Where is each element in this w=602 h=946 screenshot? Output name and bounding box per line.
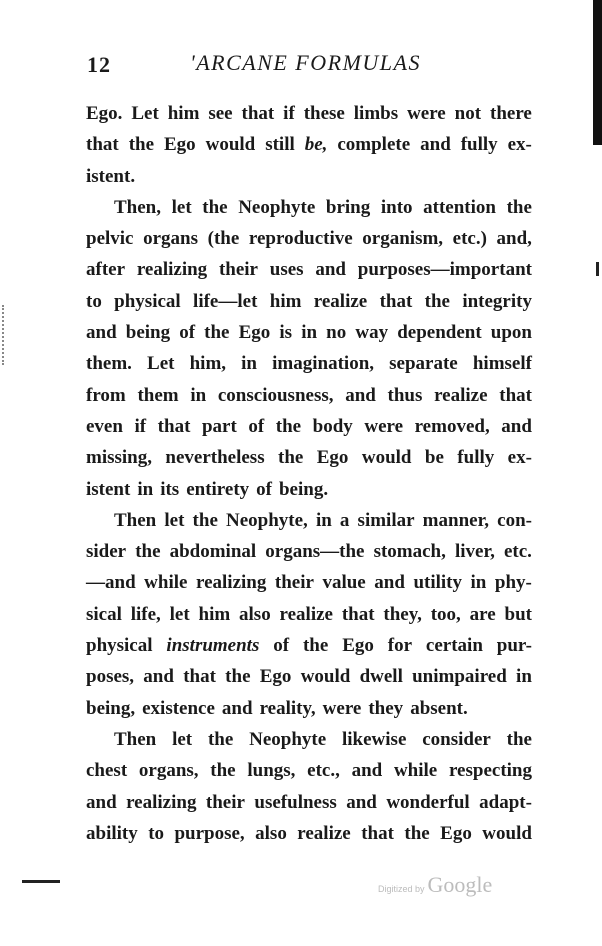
word: him <box>269 290 302 312</box>
word: were <box>364 415 404 437</box>
text-line <box>86 630 532 661</box>
word: that <box>361 822 394 844</box>
word: realize <box>434 384 488 406</box>
word: that <box>241 103 275 124</box>
text-line <box>86 380 532 411</box>
text-line <box>86 223 532 254</box>
word: Then <box>114 728 157 750</box>
word: the <box>275 415 302 437</box>
word: the <box>225 666 251 688</box>
word: likewise <box>342 728 407 750</box>
word: himself <box>472 353 532 375</box>
word: Ego <box>238 322 271 344</box>
text-line <box>86 129 532 160</box>
word: sical <box>86 603 122 625</box>
word: realize <box>279 603 333 625</box>
word: Neophyte <box>249 728 327 750</box>
word: usefulness <box>254 791 337 813</box>
word: let <box>164 509 185 531</box>
word: while <box>144 572 188 594</box>
running-title: 'ARCANE FORMULAS <box>190 50 421 75</box>
word: while <box>393 760 438 782</box>
word: organism, <box>362 228 444 250</box>
word: Ego <box>342 635 374 657</box>
word: nevertheless <box>165 447 265 469</box>
word: and <box>315 259 346 281</box>
word: removed, <box>414 415 490 437</box>
word: purposes—important <box>357 259 532 281</box>
word: entirety <box>186 478 250 500</box>
word: con- <box>497 509 532 531</box>
word: way <box>355 322 389 344</box>
word: the <box>210 760 236 782</box>
word: upon <box>490 322 532 344</box>
word: the <box>404 822 430 844</box>
word: limbs <box>353 103 399 124</box>
word: see <box>208 103 233 124</box>
word: let <box>169 603 190 625</box>
word: if <box>134 415 147 437</box>
word: similar <box>357 509 415 531</box>
word: utility <box>413 572 462 594</box>
word: even <box>86 415 123 437</box>
word: realize <box>297 822 351 844</box>
word: pelvic <box>86 228 134 250</box>
word: after <box>86 259 126 281</box>
word: the <box>506 728 532 750</box>
word: ex- <box>507 447 532 469</box>
word: purpose, <box>174 822 245 844</box>
word: stomach, <box>373 541 446 563</box>
word: (the <box>207 228 240 250</box>
word: were <box>322 697 362 719</box>
word: and <box>501 415 532 437</box>
word: them <box>137 384 179 406</box>
word: the <box>302 635 329 657</box>
word: the <box>135 541 161 563</box>
text-line <box>86 348 532 379</box>
word: lungs, <box>247 760 296 782</box>
word: organs <box>143 228 199 250</box>
scan-mark-footer <box>22 880 60 883</box>
text-line <box>86 599 532 630</box>
word: missing, <box>86 447 152 469</box>
word: imagination, <box>272 353 375 375</box>
word: dependent <box>397 322 482 344</box>
word: and <box>374 572 405 594</box>
word: unimpaired <box>412 666 507 688</box>
word: uses <box>269 259 304 281</box>
word: Ego. <box>86 103 123 124</box>
word: a <box>339 509 350 531</box>
word: being. <box>278 478 329 500</box>
word: him <box>198 603 231 625</box>
word: from <box>86 384 126 406</box>
word: too, <box>430 603 461 625</box>
word: adapt- <box>479 791 532 813</box>
google-watermark <box>378 872 492 898</box>
word: reality, <box>259 697 316 719</box>
word: in <box>301 322 318 344</box>
word: Let <box>131 103 159 124</box>
body-text <box>86 98 532 849</box>
word: to <box>148 822 165 844</box>
word: that <box>86 134 119 156</box>
word: of <box>273 635 290 657</box>
word: also <box>239 603 271 625</box>
page-number: 12 <box>87 52 111 77</box>
word: chest <box>86 760 128 782</box>
text-line <box>86 818 532 849</box>
word: into <box>380 196 413 218</box>
word: complete <box>337 134 411 156</box>
word: Neophyte, <box>226 509 308 531</box>
word: the <box>424 290 450 312</box>
watermark-google-label: Google <box>427 872 493 897</box>
word: of <box>256 478 272 500</box>
word: that <box>341 603 375 625</box>
word: poses, <box>86 666 135 688</box>
text-line <box>86 567 532 598</box>
word: certain <box>425 635 483 657</box>
word: ex- <box>507 134 532 156</box>
word: value <box>322 572 366 594</box>
word: sider <box>86 541 127 563</box>
text-line <box>86 317 532 348</box>
word: these <box>303 103 345 124</box>
word: thus <box>387 384 423 406</box>
text-line <box>86 536 532 567</box>
word: Then, <box>114 196 161 218</box>
word: for <box>387 635 413 657</box>
word: Ego <box>316 447 349 469</box>
word: ability <box>86 822 138 844</box>
word: fully <box>460 134 498 156</box>
word: not <box>454 103 482 124</box>
word: him, <box>189 353 227 375</box>
text-line <box>86 254 532 285</box>
text-line <box>86 787 532 818</box>
word: Then <box>114 509 157 531</box>
word: etc.) <box>452 228 487 250</box>
word: but <box>504 603 532 625</box>
word: realizing <box>136 259 208 281</box>
word: liver, <box>454 541 495 563</box>
text-line <box>86 192 532 223</box>
word: etc., <box>307 760 340 782</box>
text-line <box>86 724 532 755</box>
italic-word: be, <box>304 134 328 156</box>
word: organs, <box>138 760 199 782</box>
word: would <box>205 134 256 156</box>
text-line <box>86 661 532 692</box>
word: respecting <box>448 760 532 782</box>
word: that <box>499 384 532 406</box>
italic-word: instruments <box>166 635 260 657</box>
word: Neophyte <box>238 196 316 218</box>
word: absent. <box>410 697 468 719</box>
word: dwell <box>359 666 403 688</box>
text-line <box>86 693 532 724</box>
word: pur- <box>496 635 532 657</box>
word: Let <box>147 353 175 375</box>
text-line <box>86 474 532 505</box>
word: reproductive <box>248 228 353 250</box>
word: phy- <box>494 572 532 594</box>
word: Ego <box>440 822 472 844</box>
word: of <box>179 322 196 344</box>
word: physical <box>86 635 153 657</box>
word: also <box>255 822 287 844</box>
word: that <box>379 290 413 312</box>
word: istent. <box>86 165 136 187</box>
word: and <box>420 134 451 156</box>
word: its <box>160 478 180 500</box>
word: their <box>205 791 245 813</box>
word: bring <box>325 196 371 218</box>
word: and <box>221 697 253 719</box>
text-line <box>86 286 532 317</box>
word: being, <box>86 697 136 719</box>
word: in <box>516 666 532 688</box>
word: the <box>278 447 304 469</box>
scan-artifact <box>2 305 6 365</box>
word: they, <box>383 603 422 625</box>
word: attention <box>423 196 496 218</box>
word: would <box>482 822 532 844</box>
word: of <box>248 415 265 437</box>
word: him <box>167 103 200 124</box>
word: to <box>86 290 102 312</box>
scan-mark <box>596 262 599 276</box>
word: and <box>351 760 383 782</box>
text-line <box>86 411 532 442</box>
watermark-digitized-label: Digitized by <box>378 884 425 894</box>
word: life, <box>130 603 161 625</box>
word: —and <box>86 572 136 594</box>
word: that <box>183 666 216 688</box>
word: and <box>86 322 117 344</box>
word: their <box>274 572 314 594</box>
word: existence <box>142 697 215 719</box>
word: etc. <box>503 541 532 563</box>
word: would <box>361 447 412 469</box>
word: manner, <box>422 509 490 531</box>
word: realizing <box>126 791 197 813</box>
word: in <box>241 353 258 375</box>
word: and <box>86 791 117 813</box>
word: in <box>315 509 332 531</box>
word: consciousness, <box>217 384 334 406</box>
word: fully <box>457 447 495 469</box>
word: organs—the <box>265 541 365 563</box>
word: in <box>190 384 207 406</box>
word: physical <box>114 290 181 312</box>
word: istent <box>86 478 131 500</box>
word: let <box>171 196 192 218</box>
word: that <box>157 415 191 437</box>
word: realizing <box>195 572 267 594</box>
word: and <box>345 384 376 406</box>
word: their <box>218 259 258 281</box>
word: and <box>346 791 377 813</box>
word: Ego <box>259 666 292 688</box>
word: in <box>470 572 487 594</box>
word: they <box>368 697 404 719</box>
word: if <box>283 103 295 124</box>
word: were <box>407 103 446 124</box>
word: and <box>143 666 174 688</box>
word: separate <box>389 353 458 375</box>
text-line <box>86 755 532 786</box>
text-line <box>86 442 532 473</box>
word: and, <box>496 228 532 250</box>
text-line <box>86 161 532 192</box>
word: realize <box>313 290 368 312</box>
word: be <box>424 447 444 469</box>
word: part <box>201 415 237 437</box>
word: body <box>312 415 353 437</box>
word: consider <box>422 728 491 750</box>
word: the <box>207 728 234 750</box>
word: the <box>204 322 230 344</box>
word: in <box>137 478 154 500</box>
word: is <box>279 322 293 344</box>
word: wonderful <box>386 791 470 813</box>
word: are <box>469 603 496 625</box>
word: the <box>202 196 228 218</box>
page-header <box>0 48 602 82</box>
text-line <box>86 505 532 536</box>
word: the <box>506 196 532 218</box>
text-line <box>86 98 532 129</box>
word: abdominal <box>169 541 257 563</box>
word: them. <box>86 353 132 375</box>
word: the <box>192 509 218 531</box>
word: would <box>300 666 351 688</box>
word: no <box>326 322 347 344</box>
word: still <box>265 134 295 156</box>
word: the <box>128 134 155 156</box>
word: there <box>490 103 532 124</box>
word: life—let <box>193 290 258 312</box>
word: let <box>172 728 193 750</box>
word: Ego <box>163 134 196 156</box>
word: being <box>125 322 171 344</box>
word: integrity <box>462 290 532 312</box>
